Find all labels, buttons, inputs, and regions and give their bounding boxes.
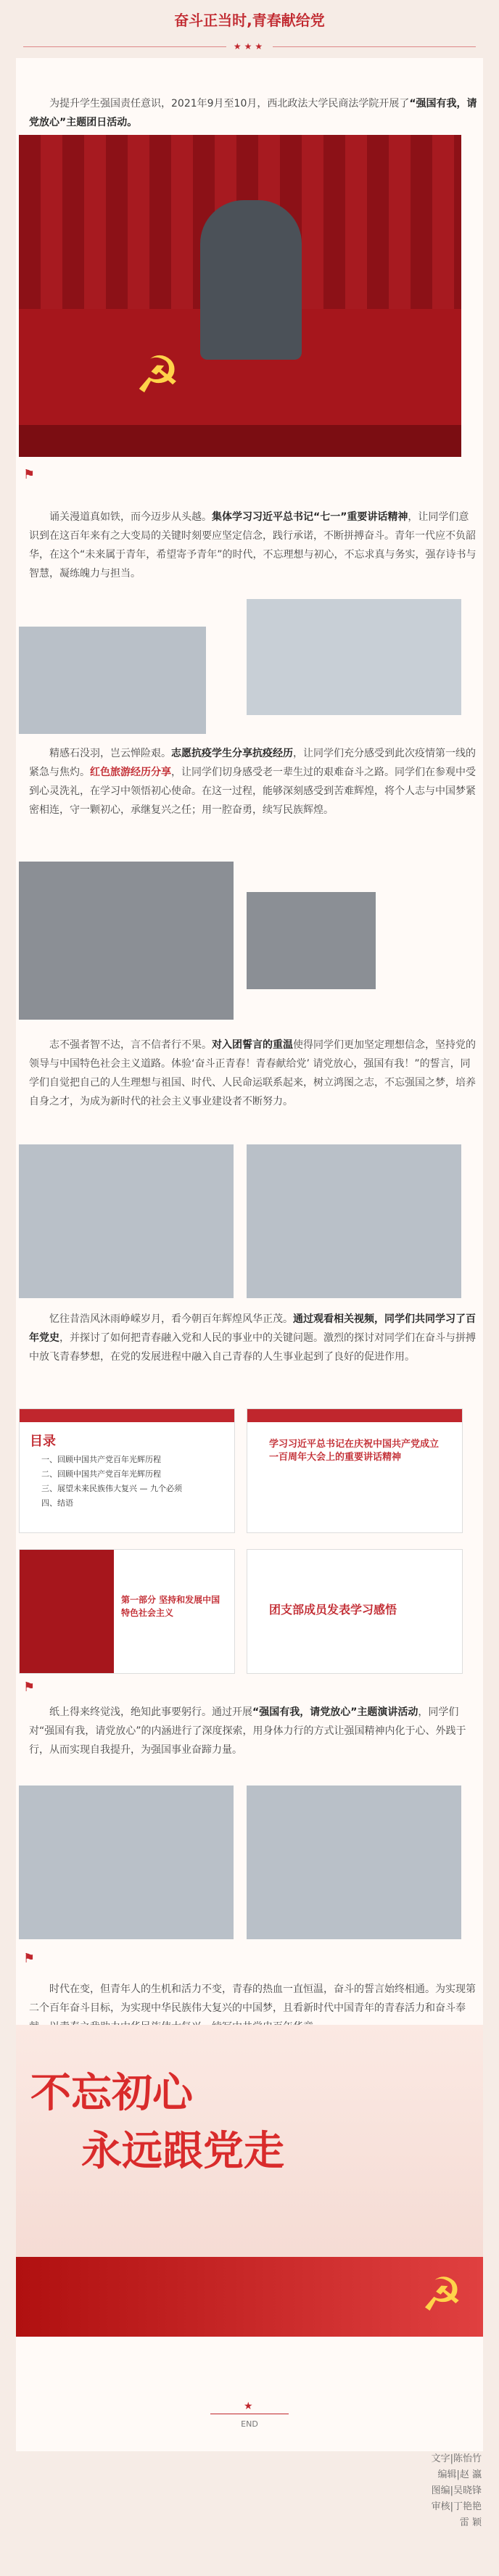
end-label: END	[241, 2419, 258, 2429]
section2-paragraph	[25, 744, 483, 820]
speech-photo	[19, 135, 461, 457]
credit-line: 审核|丁艳艳	[431, 2501, 482, 2512]
emblem-icon: ☭	[135, 345, 181, 405]
divider-line-right	[273, 46, 476, 47]
intro-text: 为提升学生强国责任意识，2021年9月至10月，西北政法大学民商法学院开展了	[49, 98, 410, 110]
section5-paragraph	[25, 1703, 483, 1759]
intro-highlight: “强国有我，请党放心”主题团日活动。	[29, 98, 477, 128]
section6-text: 时代在变，但青年人的生机和活力不变，青春的热血一直恒温，奋斗的誓言始终相通。为实现第二个百年奋斗目标，为实现中华民族伟大复兴的中国梦，且看新时代中国青年的青春活力和奋斗奉	[29, 1983, 476, 2014]
slide-branch	[247, 1549, 463, 1674]
section3-paragraph	[25, 1036, 483, 1111]
slogan-line-2: 永远跟党走	[81, 2128, 284, 2175]
emblem-icon: ☭	[421, 2269, 463, 2322]
section2-highlight-a: 志愿抗疫学生分享抗疫经历	[171, 748, 293, 759]
credit-line: 雷 颖	[459, 2517, 482, 2528]
pledge-photo-1	[19, 1144, 234, 1298]
intro-paragraph	[25, 94, 483, 132]
slide-list-item: 三、展望未来民族伟大复兴 — 九个必须	[41, 1484, 182, 1493]
slide-contents	[19, 1408, 235, 1533]
slide-list	[41, 1453, 182, 1511]
speaker-figure	[200, 200, 302, 360]
divider-line-left	[23, 46, 226, 47]
section4-text-b: ，并探讨了如何把青春融入党和人民的事业中的关键问题。激烈的探讨对同学们在奋斗与拼搏中放飞青春梦想，在党的发展进程中融入自己青春的人生事业起到了良好的促进作用。	[29, 1332, 476, 1363]
section2-text-c: ，让同学们切身感受老一辈生过的艰难奋斗之路。同学们在参观中受到心灵洗礼，在学习中领悟初心使命。在这一过程，能够深刻感受到苦难辉煌，将个人志与中国梦紧密相连，守一颗初心，承继复兴之任；用一腔奋勇，续写民族辉煌。	[29, 767, 476, 816]
classroom-photo-1	[19, 627, 206, 734]
star-icon: ★★★	[233, 41, 266, 51]
section-flag-icon: ⚑	[23, 467, 36, 482]
section3-text-a: 志不强者智不达，言不信者行不果。	[49, 1039, 212, 1051]
star-icon: ★	[244, 2400, 253, 2412]
section3-text-b: 使得同学们更加坚定理想信念，坚持党的领导与中国特色社会主义道路。体验‘奋斗正青春！青春献给党’ 请党放心，强国有我！”的誓言，同学们自觉把自己的人生理想与祖国、时代、人民命运联系起来，树立鸿图之志，不忘强国之梦，培养自身之才，为成为新时代的社会主义事业建设者不断努力。	[29, 1039, 476, 1107]
speech-event-photo-1	[19, 1786, 234, 1939]
section1-highlight: 集体学习习近平总书记“七一”重要讲话精神	[212, 511, 408, 523]
section5-text-b: ，同学们对“强国有我，请党放心”的内涵进行了深度探索，用身体力行的方式让强国精神内化于心、外践于行，从而实现自我提升，为强国事业奋蹄力量。	[29, 1706, 466, 1756]
banner-ground	[16, 2257, 483, 2337]
slide-title: 学习习近平总书记在庆祝中国共产党成立一百周年大会上的重要讲话精神	[269, 1439, 440, 1463]
section3-highlight: 对入团誓言的重温	[212, 1039, 293, 1051]
slide-list-item: 一、回顾中国共产党百年光辉历程	[41, 1455, 161, 1464]
section1-paragraph	[25, 508, 483, 583]
slide-red-panel	[20, 1550, 114, 1673]
slogan-banner	[16, 2025, 483, 2337]
section4-paragraph	[25, 1310, 483, 1366]
slide-part-one	[19, 1549, 235, 1674]
section1-text-b: ，让同学们意识到在这百年来有之大变局的关键时刻要应坚定信念，践行承诺，不断拼搏奋斗。青年一代应不负韶华，在这个“未来属于青年，希望寄予青年”的时代，不忘理想与初心，不忘求真与务实，强存诗书与智慧，凝练魄力与担当。	[29, 511, 477, 579]
credit-line: 编辑|赵 瀛	[437, 2469, 482, 2480]
section5-highlight: “强国有我，请党放心”主题演讲活动	[252, 1706, 418, 1718]
credit-line: 图编|吴晓锋	[431, 2485, 482, 2496]
section-flag-icon: ⚑	[23, 1680, 36, 1695]
slide-bar	[247, 1409, 462, 1422]
student-photo-2	[247, 892, 376, 989]
slide-title: 团支部成员发表学习感悟	[269, 1603, 397, 1617]
section2-text-a: 精感石没羽，岂云惮险艰。	[49, 748, 171, 759]
slide-list-item: 二、回顾中国共产党百年光辉历程	[41, 1469, 161, 1479]
credit-line: 文字|陈怡竹	[431, 2453, 482, 2464]
article-title	[0, 0, 499, 38]
article-title-text: 奋斗正当时,青春献给党	[174, 11, 325, 29]
section5-text-a: 纸上得来终觉浅，绝知此事要躬行。通过开展	[49, 1706, 252, 1718]
slide-bar	[20, 1409, 234, 1422]
section4-highlight: 通过观看相关视频，同学们共同学习了百年党史	[29, 1313, 476, 1344]
section-flag-icon: ⚑	[23, 1951, 36, 1966]
slogan-line-1: 不忘初心	[30, 2070, 193, 2117]
slide-title: 目录	[30, 1434, 56, 1449]
slide-title: 第一部分 坚持和发展中国特色社会主义	[121, 1595, 220, 1618]
section4-text-a: 忆往昔浩风沐雨峥嵘岁月，看今朝百年辉煌风华正茂。	[49, 1313, 293, 1325]
section2-text-b: ，让同学们充分感受到此次疫情第一线的紧急与焦灼。	[29, 748, 476, 778]
title-divider	[0, 38, 499, 55]
credits	[432, 2451, 482, 2531]
section2-highlight-red: 红色旅游经历分享	[90, 767, 171, 778]
slide-list-item: 四、结语	[41, 1498, 73, 1508]
section1-text-a: 诵关漫道真如铁，而今迈步从头越。	[49, 511, 212, 523]
speech-event-photo-2	[247, 1786, 461, 1939]
classroom-photo-2	[247, 599, 461, 715]
student-photo-1	[19, 862, 234, 1020]
pledge-photo-2	[247, 1144, 461, 1298]
podium	[19, 425, 461, 457]
slide-speech	[247, 1408, 463, 1533]
